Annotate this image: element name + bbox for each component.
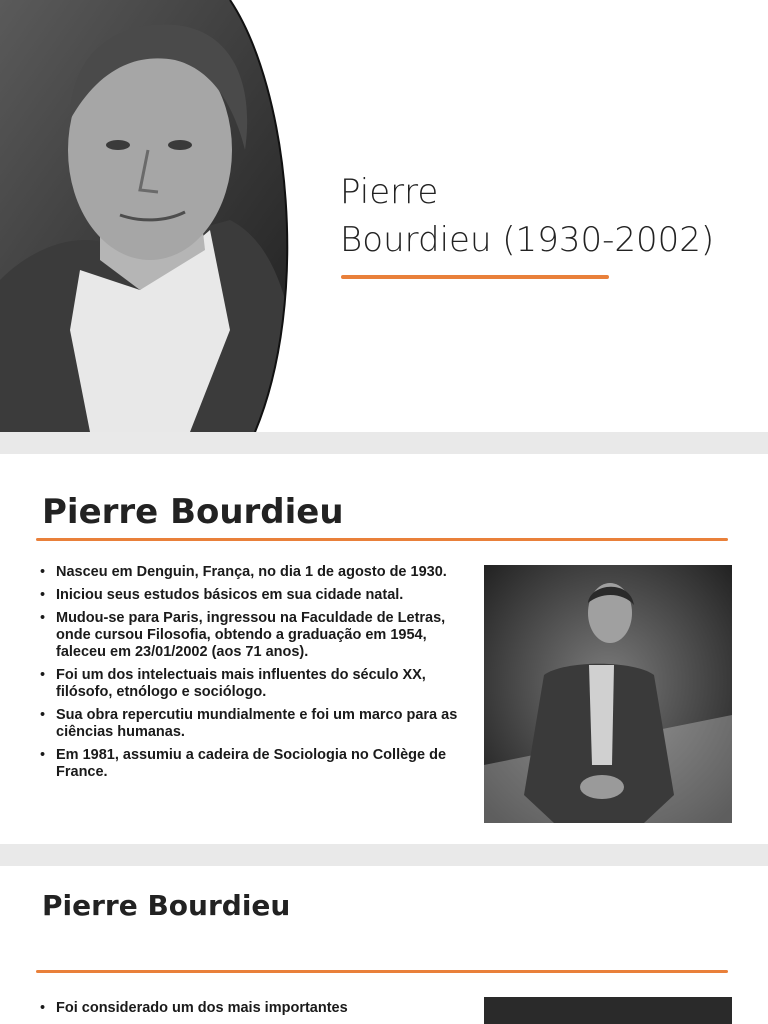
slide-heading: Pierre Bourdieu — [42, 889, 291, 922]
slide-separator — [0, 432, 768, 454]
title-underline — [341, 275, 609, 279]
portrait-photo — [0, 0, 300, 432]
seated-portrait-photo — [484, 565, 732, 823]
bullet-item: • Foi um dos intelectuais mais influentes do século XX, filósofo, etnólogo e sociólogo. — [40, 667, 460, 701]
bullet-item: • Em 1981, assumiu a cadeira de Sociologia no Collège de France. — [40, 747, 460, 781]
title-line-1: Pierre — [340, 172, 439, 212]
bullet-list — [40, 1000, 460, 1017]
biography-slide — [0, 454, 768, 844]
bullet-item: • Sua obra repercutiu mundialmente e foi um marco para as ciências humanas. — [40, 707, 460, 741]
slide-separator — [0, 844, 768, 866]
slide-title — [340, 168, 760, 264]
heading-underline — [36, 970, 728, 973]
title-line-2: Bourdieu (1930-2002) — [340, 220, 715, 260]
heading-underline — [36, 538, 728, 541]
bullet-item: • Foi considerado um dos mais importantes — [40, 1000, 460, 1017]
bullet-item: • Iniciou seus estudos básicos em sua cidade natal. — [40, 587, 460, 604]
bullet-item: • Mudou-se para Paris, ingressou na Faculdade de Letras, onde cursou Filosofia, obtendo a graduação em 1954, faleceu em 23/01/2002 (aos 71 anos). — [40, 610, 460, 661]
bullet-list — [40, 564, 460, 787]
title-slide — [0, 0, 768, 432]
partial-photo — [484, 997, 732, 1024]
continuation-slide — [0, 866, 768, 1024]
slide-heading: Pierre Bourdieu — [42, 492, 344, 532]
bullet-item: • Nasceu em Denguin, França, no dia 1 de agosto de 1930. — [40, 564, 460, 581]
